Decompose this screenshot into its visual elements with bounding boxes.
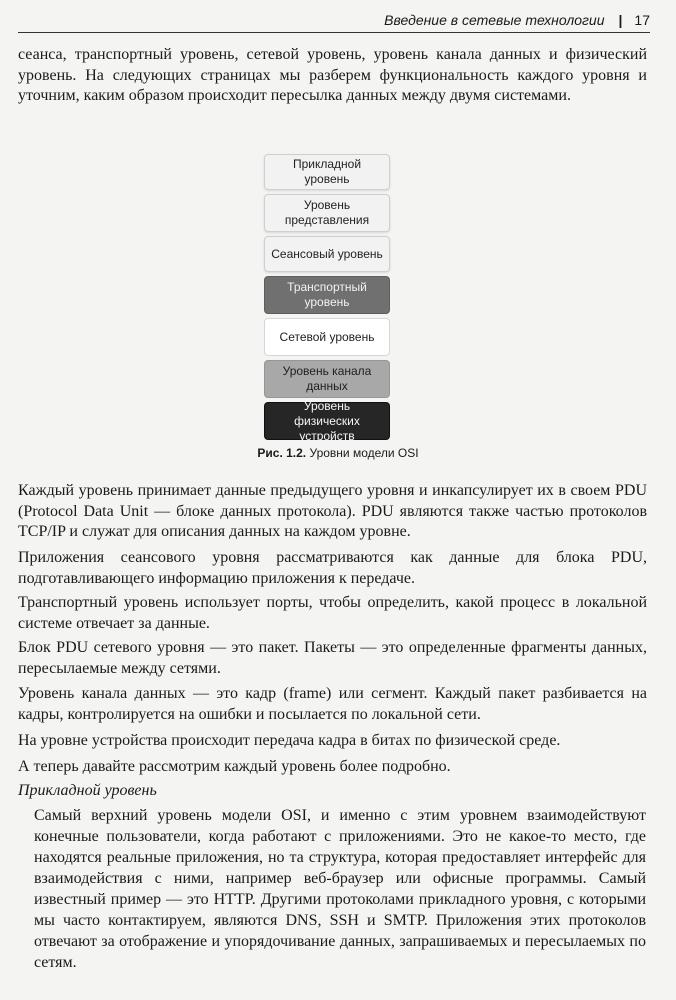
section-paragraph: Самый верхний уровень модели OSI, и именно с этим уровнем взаимодействуют конечные пользователи, когда работают с приложениями. Это не какое-то место, где находятся реальные приложения, но та структура, которая предоставляет интерфейс для взаимодействия с ними, например веб-браузер или офисные программы. Самый известный пример — это HTTP. Другими протоколами прикладного уровня, с которыми мы часто контактируем, являются DNS, SSH и SMTP. Приложения этих протоколов отвечают за отображение и упорядочивание данных, запрашиваемых и пересылаемых по сетям. [34, 807, 646, 971]
paragraph-network: Блок PDU сетевого уровня — это пакет. Пакеты — это определенные фрагменты данных, пересылаемые между сетями. [18, 639, 647, 677]
osi-layer-transport: Транспортный уровень [264, 276, 390, 314]
figure-caption-text: Уровни модели OSI [309, 446, 419, 460]
figure-caption [0, 446, 676, 460]
osi-model-figure [264, 154, 390, 444]
paragraph-data-link: Уровень канала данных — это кадр (frame) или сегмент. Каждый пакет разбивается на кадры, контролируется на ошибки и посылается по локальной сети. [18, 685, 647, 723]
osi-layer-physical: Уровень физических устройств [264, 402, 390, 440]
osi-layer-data-link: Уровень канала данных [264, 360, 390, 398]
osi-layer-application: Прикладной уровень [264, 154, 390, 190]
page-number: 17 [634, 12, 650, 28]
section-heading: Прикладной уровень [18, 782, 157, 799]
paragraph-transition: А теперь давайте рассмотрим каждый уровень более подробно. [18, 758, 451, 775]
figure-caption-label: Рис. 1.2. [257, 446, 307, 460]
paragraph-transport: Транспортный уровень использует порты, чтобы определить, какой процесс в локальной системе отвечает за данные. [18, 594, 647, 632]
paragraph-physical: На уровне устройства происходит передача кадра в битах по физической среде. [18, 732, 561, 749]
paragraph-session: Приложения сеансового уровня рассматриваются как данные для блока PDU, подготавливающего информацию приложения к передаче. [18, 549, 647, 587]
intro-paragraph: сеанса, транспортный уровень, сетевой уровень, уровень канала данных и физический уровень. На следующих страницах мы разберем функциональность каждого уровня и уточним, каким образом происходит пересылка данных между двумя системами. [18, 46, 647, 104]
header-separator: | [618, 12, 623, 28]
paragraph-pdu: Каждый уровень принимает данные предыдущего уровня и инкапсулирует их в своем PDU (Protocol Data Unit — блоке данных протокола). PDU являются также частью протоколов TCP/IP и служат для описания данных на каждом уровне. [18, 482, 647, 540]
osi-layer-network: Сетевой уровень [264, 318, 390, 356]
osi-layer-presentation: Уровень представления [264, 194, 390, 232]
osi-layer-session: Сеансовый уровень [264, 236, 390, 272]
page-header [18, 8, 650, 33]
running-title: Введение в сетевые технологии [384, 12, 605, 28]
